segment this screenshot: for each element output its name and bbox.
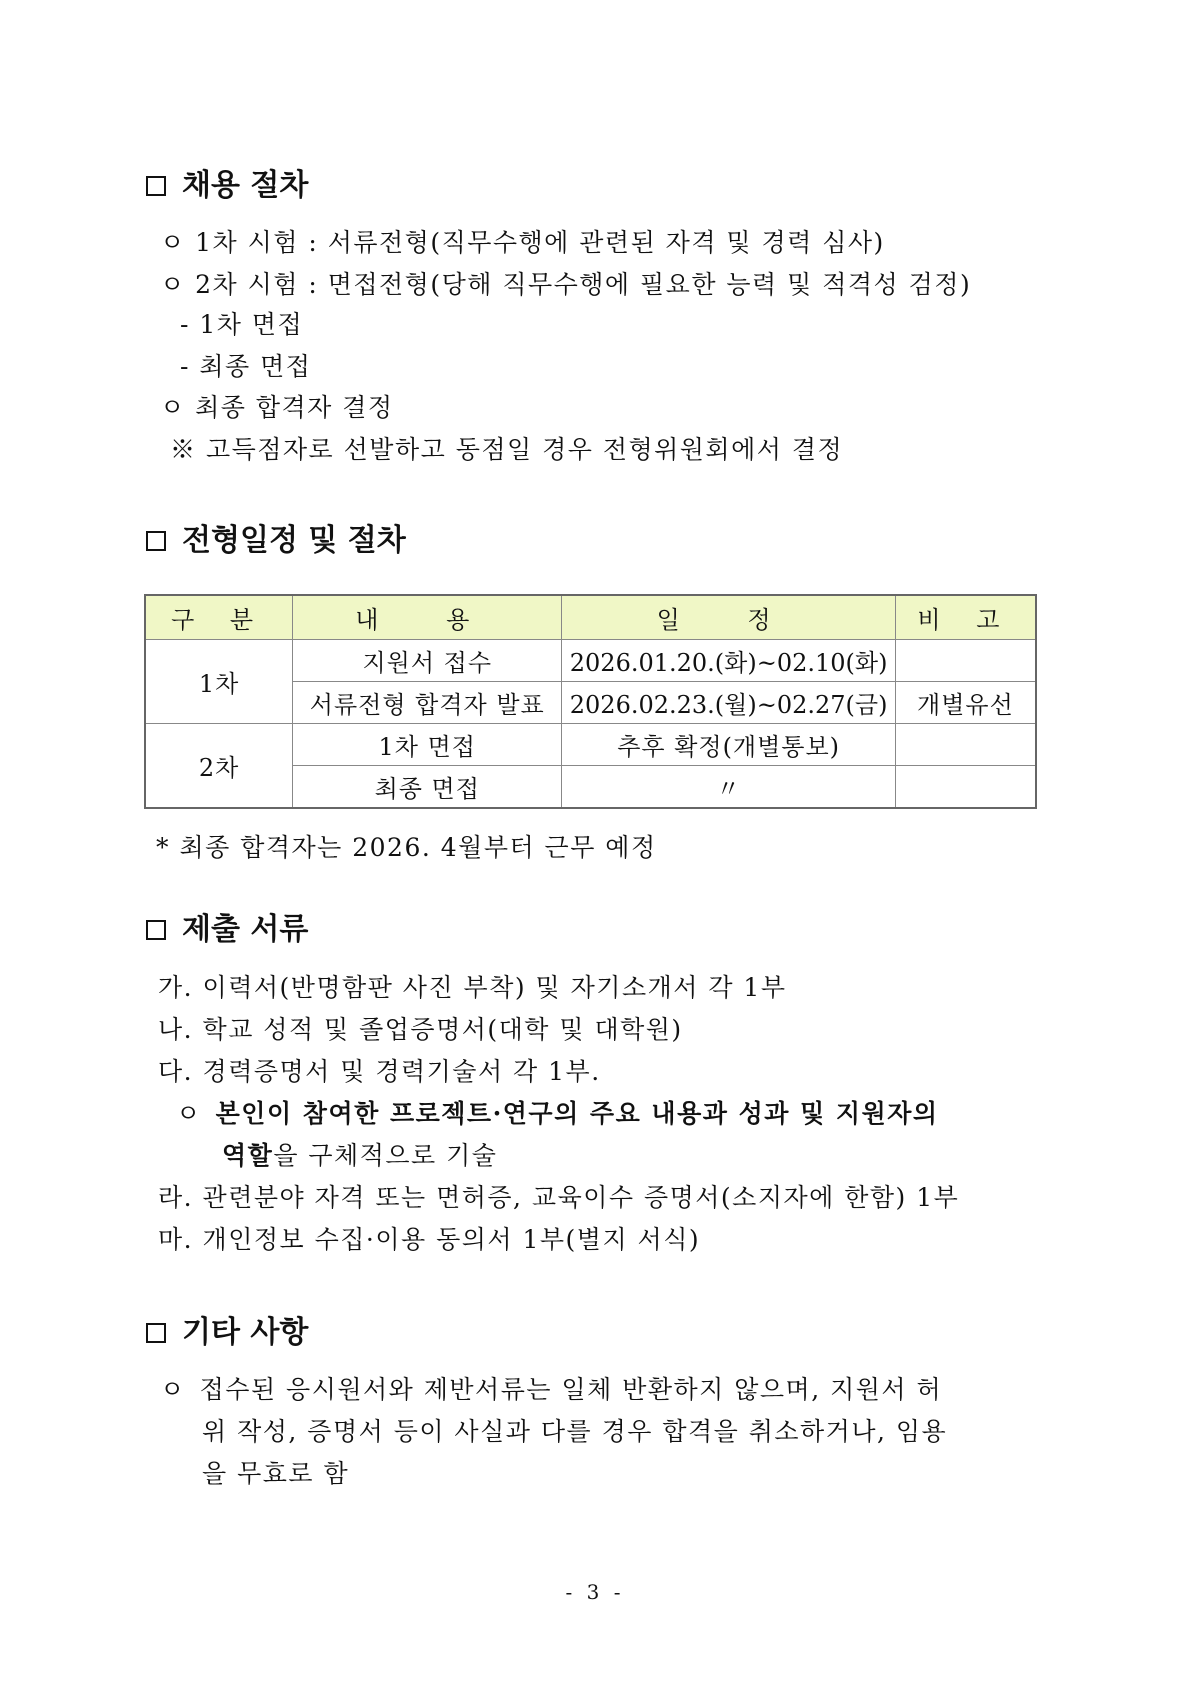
list-item xyxy=(176,1096,939,1132)
cell-content: 최종 면접 xyxy=(293,766,562,809)
list-item: ㅇ 1차 시험 : 서류전형(직무수행에 관련된 자격 및 경력 심사) xyxy=(160,228,885,257)
cell-note xyxy=(895,766,1036,809)
checkbox-square-icon xyxy=(146,531,166,551)
bold-text: 역할 xyxy=(222,1141,274,1170)
bold-text: 본인이 참여한 프로젝트·연구의 주요 내용과 성과 및 지원자의 xyxy=(215,1099,939,1128)
group-label: 1차 xyxy=(145,640,293,724)
header-schedule: 일 정 xyxy=(562,595,895,640)
table-row xyxy=(145,724,1036,766)
note-text: * 최종 합격자는 2026. 4월부터 근무 예정 xyxy=(156,833,657,862)
schedule-table xyxy=(144,594,1037,809)
page-number: - 3 - xyxy=(565,1580,625,1604)
list-item: - 최종 면접 xyxy=(180,352,312,381)
cell-schedule: 2026.01.20.(화)~02.10(화) xyxy=(562,640,895,682)
group-label: 2차 xyxy=(145,724,293,809)
paragraph-line: ㅇ 접수된 응시원서와 제반서류는 일체 반환하지 않으며, 지원서 허 xyxy=(160,1372,942,1408)
section-heading-documents: 제출 서류 xyxy=(146,910,308,950)
cell-schedule: 2026.02.23.(월)~02.27(금) xyxy=(562,682,895,724)
section-heading-other: 기타 사항 xyxy=(146,1313,308,1353)
bullet: ㅇ xyxy=(176,1099,202,1128)
cell-note xyxy=(895,724,1036,766)
note-text: ※ 고득점자로 선발하고 동점일 경우 전형위원회에서 결정 xyxy=(170,435,844,464)
cell-schedule: 추후 확정(개별통보) xyxy=(562,724,895,766)
cell-note xyxy=(895,640,1036,682)
cell-content: 지원서 접수 xyxy=(293,640,562,682)
list-item: 라. 관련분야 자격 또는 면허증, 교육이수 증명서(소지자에 한함) 1부 xyxy=(158,1183,960,1212)
header-division: 구 분 xyxy=(145,595,293,640)
table-header-row xyxy=(145,595,1036,640)
list-item: 다. 경력증명서 및 경력기술서 각 1부. xyxy=(158,1057,601,1086)
cell-note: 개별유선 xyxy=(895,682,1036,724)
list-item: 가. 이력서(반명함판 사진 부착) 및 자기소개서 각 1부 xyxy=(158,973,787,1002)
list-item: ㅇ 최종 합격자 결정 xyxy=(160,393,394,422)
checkbox-square-icon xyxy=(146,920,166,940)
section-heading-recruitment-process: 채용 절차 xyxy=(146,166,308,206)
list-item-continuation: 역할을 구체적으로 기술 xyxy=(222,1141,498,1170)
paragraph-line: 위 작성, 증명서 등이 사실과 다를 경우 합격을 취소하거나, 임용 xyxy=(202,1417,948,1446)
table-row xyxy=(145,640,1036,682)
list-item: ㅇ 2차 시험 : 면접전형(당해 직무수행에 필요한 능력 및 적격성 검정) xyxy=(160,270,972,299)
list-item: 마. 개인정보 수집·이용 동의서 1부(별지 서식) xyxy=(158,1225,701,1254)
cell-content: 1차 면접 xyxy=(293,724,562,766)
cell-content: 서류전형 합격자 발표 xyxy=(293,682,562,724)
header-content: 내 용 xyxy=(293,595,562,640)
paragraph-line: 을 무효로 함 xyxy=(202,1459,350,1488)
list-item: 나. 학교 성적 및 졸업증명서(대학 및 대학원) xyxy=(158,1015,683,1044)
list-item: - 1차 면접 xyxy=(180,310,304,339)
checkbox-square-icon xyxy=(146,176,166,196)
header-remarks: 비 고 xyxy=(895,595,1036,640)
cell-schedule: 〃 xyxy=(562,766,895,809)
section-heading-schedule: 전형일정 및 절차 xyxy=(146,521,406,561)
checkbox-square-icon xyxy=(146,1323,166,1343)
bullet: ㅇ xyxy=(160,1375,186,1404)
